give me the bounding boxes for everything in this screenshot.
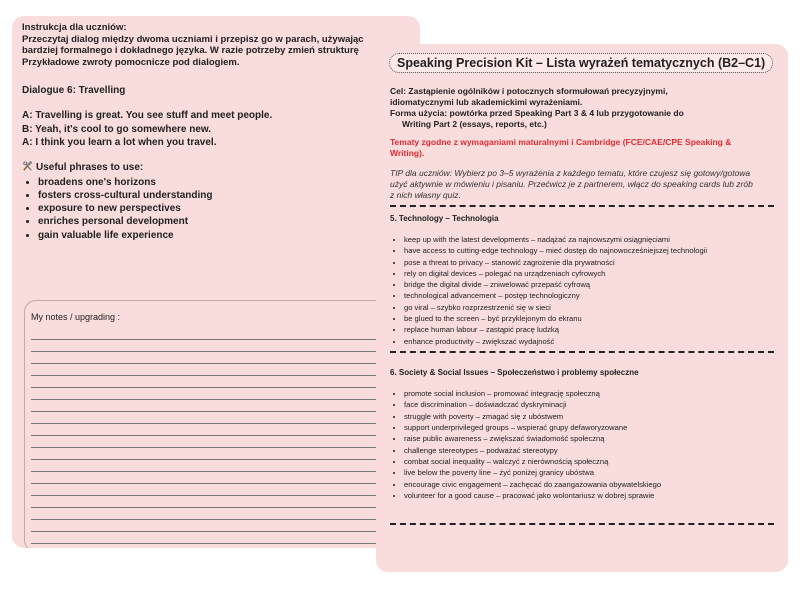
exam-note-line: Tematy zgodne z wymaganiami maturalnymi i Cambridge (FCE/CAE/CPE Speaking & — [390, 137, 732, 147]
notes-writing-line — [31, 507, 397, 508]
vocabulary-sections — [390, 205, 782, 525]
vocabulary-item: • struggle with poverty – zmagać się z ubóstwem — [404, 412, 782, 423]
vocabulary-item: • pose a threat to privacy – stanowić zagrożenie dla prywatności — [404, 258, 782, 269]
dialogue-line: A: Travelling is great. You see stuff and meet people. — [22, 110, 273, 121]
vocabulary-item: • combat social inequality – walczyć z nierównością społeczną — [404, 457, 782, 468]
useful-phrases-list — [22, 176, 420, 242]
useful-phrase-item: • exposure to new perspectives — [38, 202, 420, 215]
exam-note — [390, 137, 782, 159]
notes-writing-line — [31, 543, 397, 544]
dialogue-line: A: I think you learn a lot when you travel. — [22, 137, 217, 148]
vocabulary-item: • volunteer for a good cause – pracować jako wolontariusz w dobrej sprawie — [404, 491, 782, 502]
instruction-heading: Instrukcja dla uczniów: — [22, 22, 127, 33]
instruction-line: Przeczytaj dialog między dwoma uczniami i przepisz go w parach, używając — [22, 33, 364, 45]
dialogue-content — [22, 22, 420, 242]
tip-text — [390, 168, 782, 201]
notes-writing-line — [31, 387, 397, 388]
notes-writing-line — [31, 531, 397, 532]
vocabulary-item: • enhance productivity – zwiększać wydajność — [404, 337, 782, 348]
section-title: 5. Technology – Technologia — [390, 214, 499, 223]
exam-note-line: Writing). — [390, 148, 425, 158]
tip-line: TIP dla uczniów: Wybierz po 3–5 wyrażenia z każdego tematu, które czujesz się gotowy/gotowa — [390, 168, 751, 178]
notes-writing-line — [31, 471, 397, 472]
kit-title: Speaking Precision Kit – Lista wyrażeń tematycznych (B2–C1) — [389, 53, 773, 73]
notes-writing-line — [31, 375, 397, 376]
section-title: 6. Society & Social Issues – Społeczeństwo i problemy społeczne — [390, 368, 639, 378]
instruction-line: Przykładowe zwroty pomocnicze pod dialogiem. — [22, 56, 240, 68]
dashed-divider — [390, 351, 774, 353]
vocabulary-item: • challenge stereotypes – podważać stereotypy — [404, 446, 782, 457]
vocabulary-item: • go viral – szybko rozprzestrzenić się w sieci — [404, 303, 782, 314]
instructions — [22, 22, 420, 68]
vocabulary-item: • technological advancement – postęp technologiczny — [404, 291, 782, 302]
notes-writing-line — [31, 483, 397, 484]
notes-writing-line — [31, 459, 397, 460]
notes-writing-line — [31, 363, 397, 364]
useful-phrases-title: Useful phrases to use: — [36, 161, 144, 173]
useful-phrase-item: • enriches personal development — [38, 215, 420, 228]
notes-writing-line — [31, 339, 397, 340]
useful-phrases-heading — [22, 161, 420, 176]
dashed-divider — [390, 523, 774, 525]
vocabulary-item: • face discrimination – doświadczać dyskryminacji — [404, 400, 782, 411]
tip-line: użyć aktywnie w mówieniu i pisaniu. Przećwicz je z partnerem, włącz do speaking cards lub zrób — [390, 179, 753, 189]
hammer-wrench-icon — [22, 161, 33, 176]
vocabulary-kit-sheet — [376, 44, 788, 572]
vocabulary-item: • support underprivileged groups – wspierać grupy defaworyzowane — [404, 423, 782, 434]
vocabulary-list — [390, 389, 782, 501]
useful-phrase-item: • fosters cross-cultural understanding — [38, 189, 420, 202]
goal-line: Writing Part 2 (essays, reports, etc.) — [402, 119, 547, 129]
vocabulary-list — [390, 235, 782, 347]
notes-writing-line — [31, 411, 397, 412]
notes-writing-line — [31, 351, 397, 352]
dialogue-title: Dialogue 6: Travelling — [22, 85, 126, 96]
dialogue-worksheet — [12, 16, 420, 548]
tip-line: z nich własny quiz. — [390, 190, 461, 200]
notes-writing-line — [31, 399, 397, 400]
kit-content — [390, 86, 782, 525]
notes-writing-line — [31, 435, 397, 436]
notes-writing-line — [31, 423, 397, 424]
vocabulary-item: • promote social inclusion – promować integrację społeczną — [404, 389, 782, 400]
goal-line: Forma użycia: powtórka przed Speaking Part 3 & 4 lub przygotowanie do — [390, 108, 684, 118]
vocabulary-item: • be glued to the screen – być przyklejonym do ekranu — [404, 314, 782, 325]
dialogue-lines — [22, 109, 420, 150]
vocabulary-item: • bridge the digital divide – zniwelować przepaść cyfrową — [404, 280, 782, 291]
notes-writing-line — [31, 519, 397, 520]
vocabulary-item: • have access to cutting-edge technology – mieć dostęp do najnowocześniejszej technologii — [404, 246, 782, 257]
notes-label: My notes / upgrading : — [31, 312, 121, 322]
goal-line: Cel: Zastąpienie ogólników i potocznych sformułowań precyzyjnymi, — [390, 86, 668, 96]
dashed-divider — [390, 205, 774, 207]
vocabulary-item: • encourage civic engagement – zachęcać do zaangażowania obywatelskiego — [404, 480, 782, 491]
vocabulary-item: • keep up with the latest developments – nadążać za najnowszymi osiągnięciami — [404, 235, 782, 246]
goal-line: idiomatycznymi lub akademickimi wyrażeniami. — [390, 97, 583, 107]
useful-phrase-item: • broadens one's horizons — [38, 176, 420, 189]
notes-box[interactable] — [24, 300, 406, 548]
notes-writing-line — [31, 447, 397, 448]
vocabulary-item: • raise public awareness – zwiększać świadomość społeczną — [404, 434, 782, 445]
vocabulary-item: • live below the poverty line – żyć poniżej granicy ubóstwa — [404, 468, 782, 479]
notes-writing-line — [31, 495, 397, 496]
useful-phrase-item: • gain valuable life experience — [38, 229, 420, 242]
goal-text — [390, 86, 782, 130]
vocabulary-item: • replace human labour – zastąpić pracę ludzką — [404, 325, 782, 336]
dialogue-line: B: Yeah, it's cool to go somewhere new. — [22, 123, 212, 135]
instruction-line: bardziej formalnego i dokładnego języka. W razie potrzeby zmień strukturę — [22, 45, 359, 56]
vocabulary-item: • rely on digital devices – polegać na urządzeniach cyfrowych — [404, 269, 782, 280]
